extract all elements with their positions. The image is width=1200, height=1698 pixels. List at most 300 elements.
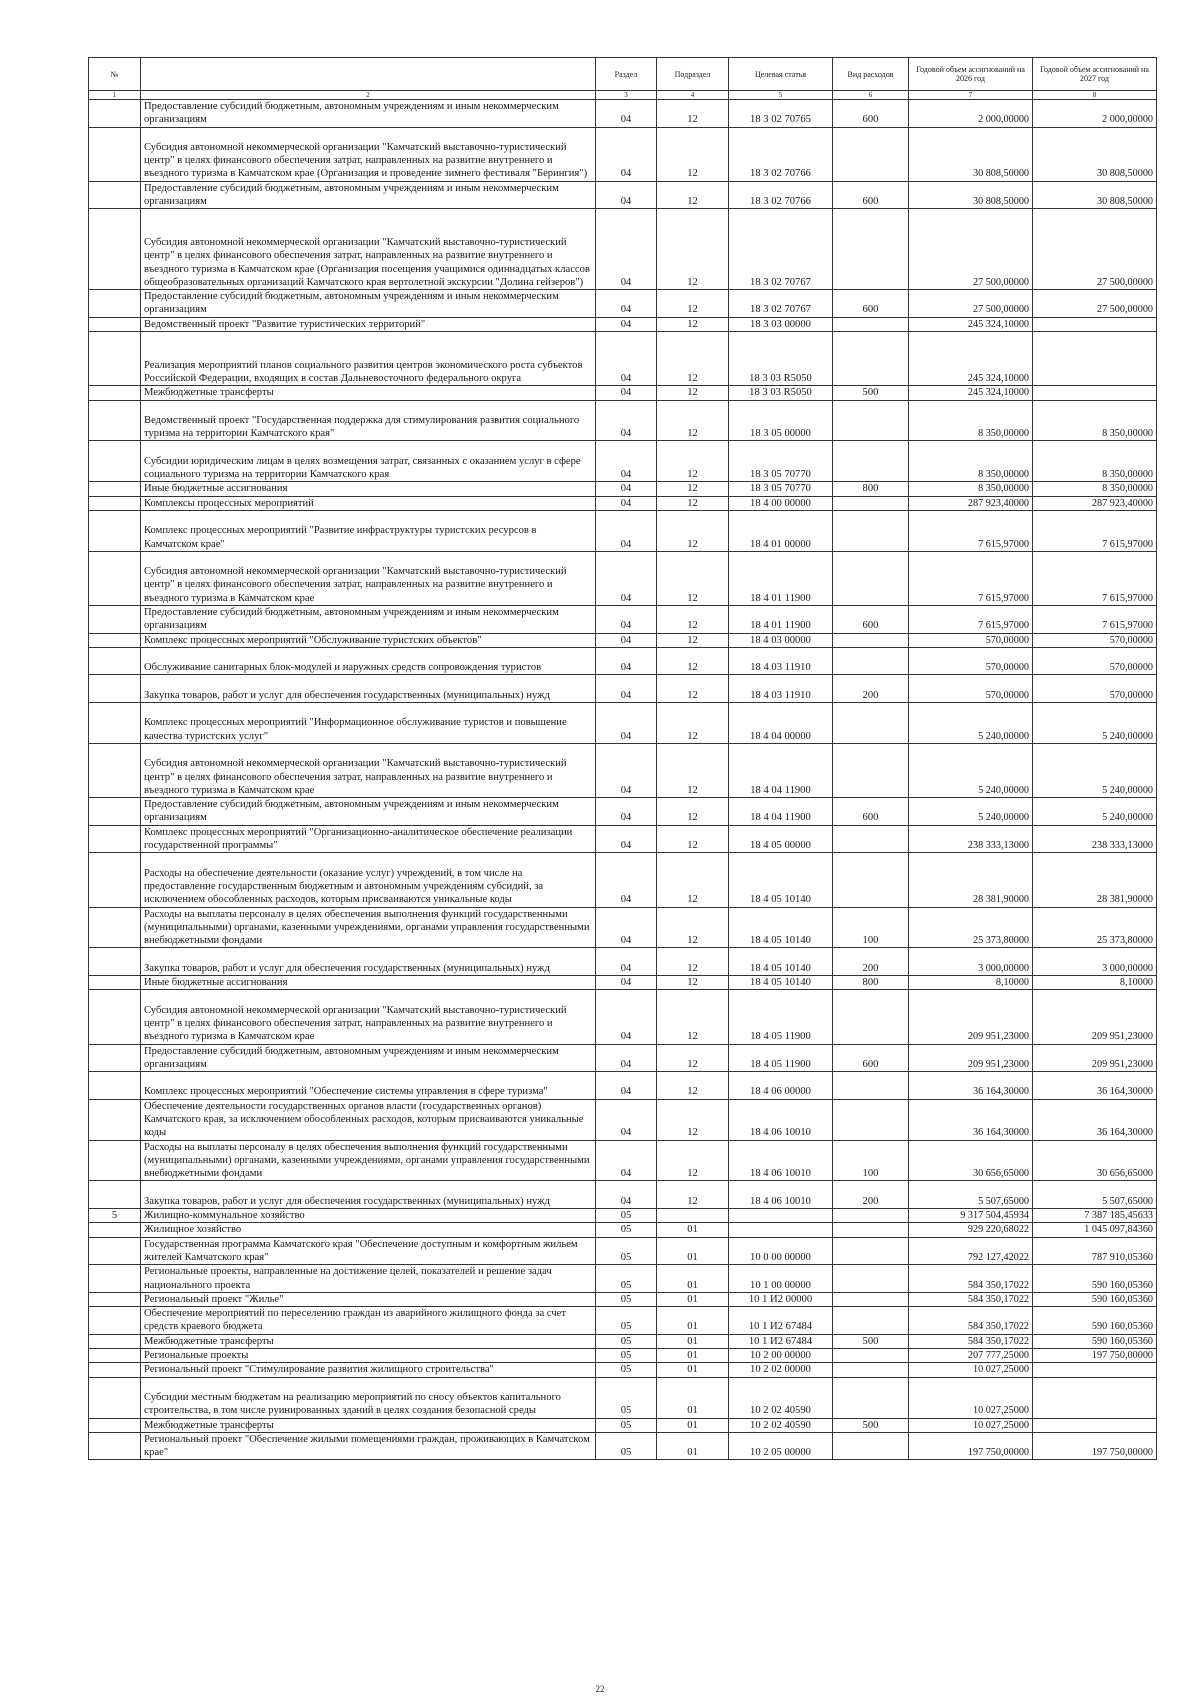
table-row <box>89 100 1157 128</box>
row-amount-2026: 30 808,50000 <box>909 127 1033 181</box>
row-target-article: 18 4 01 11900 <box>729 606 833 634</box>
row-target-article: 18 4 05 10140 <box>729 948 833 976</box>
row-expense-type: 600 <box>833 1044 909 1072</box>
row-amount-2027: 27 500,00000 <box>1033 209 1157 290</box>
row-target-article: 18 4 04 11900 <box>729 798 833 826</box>
row-number <box>89 1307 141 1335</box>
row-expense-type <box>833 1099 909 1140</box>
row-amount-2027: 8 350,00000 <box>1033 400 1157 441</box>
row-target-article: 18 4 05 10140 <box>729 907 833 948</box>
row-razdel: 05 <box>596 1377 657 1418</box>
row-expense-type <box>833 1349 909 1363</box>
row-expense-type <box>833 703 909 744</box>
row-razdel: 05 <box>596 1237 657 1265</box>
row-number <box>89 703 141 744</box>
row-podrazdel: 12 <box>657 510 729 551</box>
row-expense-type: 600 <box>833 290 909 318</box>
row-name: Субсидия автономной некоммерческой организации "Камчатский выставочно-туристический центр" в целях финансового обеспечения затрат, направленных на развитие внутреннего и въездного туризма в Камчатском крае <box>141 990 596 1044</box>
row-expense-type <box>833 317 909 331</box>
row-target-article: 10 1 И2 67484 <box>729 1334 833 1348</box>
row-amount-2026: 245 324,10000 <box>909 332 1033 386</box>
row-amount-2026: 10 027,25000 <box>909 1363 1033 1377</box>
row-number <box>89 400 141 441</box>
row-number <box>89 1237 141 1265</box>
row-amount-2026: 209 951,23000 <box>909 990 1033 1044</box>
row-target-article: 10 2 02 40590 <box>729 1377 833 1418</box>
row-podrazdel: 12 <box>657 209 729 290</box>
row-amount-2027: 7 615,97000 <box>1033 551 1157 605</box>
row-target-article: 18 3 02 70767 <box>729 290 833 318</box>
row-target-article: 10 2 02 00000 <box>729 1363 833 1377</box>
row-name: Жилищное хозяйство <box>141 1223 596 1237</box>
row-razdel: 04 <box>596 510 657 551</box>
row-expense-type <box>833 441 909 482</box>
row-expense-type: 600 <box>833 798 909 826</box>
row-amount-2027: 8,10000 <box>1033 976 1157 990</box>
row-target-article: 18 3 03 00000 <box>729 317 833 331</box>
row-amount-2027: 5 240,00000 <box>1033 703 1157 744</box>
row-number <box>89 1223 141 1237</box>
row-amount-2027: 197 750,00000 <box>1033 1432 1157 1460</box>
table-row <box>89 675 1157 703</box>
row-name: Субсидия автономной некоммерческой организации "Камчатский выставочно-туристический центр" в целях финансового обеспечения затрат, направленных на развитие внутреннего и въездного туризма в Камчатском крае <box>141 551 596 605</box>
row-number <box>89 1292 141 1306</box>
row-amount-2027: 27 500,00000 <box>1033 290 1157 318</box>
row-name: Реализация мероприятий планов социального развития центров экономического роста субъектов Российской Федерации, входящих в состав Дальневосточного федерального округа <box>141 332 596 386</box>
row-expense-type: 500 <box>833 1418 909 1432</box>
row-name: Обеспечение деятельности государственных органов власти (государственных органов) Камчатского края, за исключением обособленных расходов, которым присваиваются уникальные коды <box>141 1099 596 1140</box>
row-podrazdel: 12 <box>657 290 729 318</box>
table-row <box>89 606 1157 634</box>
row-razdel: 05 <box>596 1292 657 1306</box>
table-row <box>89 209 1157 290</box>
row-amount-2026: 36 164,30000 <box>909 1099 1033 1140</box>
row-target-article: 18 4 06 10010 <box>729 1140 833 1181</box>
header-amount-2026: Годовой объем ассигнований на 2026 год <box>909 58 1033 91</box>
row-amount-2027: 36 164,30000 <box>1033 1072 1157 1100</box>
table-row <box>89 1292 1157 1306</box>
row-number <box>89 798 141 826</box>
table-row <box>89 1418 1157 1432</box>
row-podrazdel: 01 <box>657 1292 729 1306</box>
header-index: 7 <box>909 91 1033 100</box>
row-amount-2027: 7 387 185,45633 <box>1033 1209 1157 1223</box>
table-row <box>89 825 1157 853</box>
row-amount-2027: 209 951,23000 <box>1033 1044 1157 1072</box>
row-name: Субсидии юридическим лицам в целях возмещения затрат, связанных с оказанием услуг в сфере социального туризма на территории Камчатского края <box>141 441 596 482</box>
table-row <box>89 400 1157 441</box>
table-row <box>89 1334 1157 1348</box>
row-target-article: 18 4 03 00000 <box>729 633 833 647</box>
row-number <box>89 100 141 128</box>
row-name: Обеспечение мероприятий по переселению граждан из аварийного жилищного фонда за счет средств краевого бюджета <box>141 1307 596 1335</box>
row-expense-type <box>833 510 909 551</box>
header-razdel: Раздел <box>596 58 657 91</box>
table-row <box>89 1349 1157 1363</box>
row-name: Иные бюджетные ассигнования <box>141 976 596 990</box>
row-target-article: 18 4 05 11900 <box>729 990 833 1044</box>
row-amount-2027: 36 164,30000 <box>1033 1099 1157 1140</box>
table-row <box>89 1044 1157 1072</box>
row-podrazdel: 01 <box>657 1349 729 1363</box>
row-razdel: 04 <box>596 386 657 400</box>
row-amount-2027: 7 615,97000 <box>1033 510 1157 551</box>
row-razdel: 05 <box>596 1223 657 1237</box>
row-razdel: 04 <box>596 647 657 675</box>
row-razdel: 04 <box>596 127 657 181</box>
row-amount-2027: 570,00000 <box>1033 647 1157 675</box>
row-name: Предоставление субсидий бюджетным, автономным учреждениям и иным некоммерческим организациям <box>141 606 596 634</box>
row-podrazdel: 01 <box>657 1418 729 1432</box>
row-expense-type: 500 <box>833 386 909 400</box>
row-name: Межбюджетные трансферты <box>141 1418 596 1432</box>
row-razdel: 05 <box>596 1363 657 1377</box>
row-target-article: 10 1 00 00000 <box>729 1265 833 1293</box>
row-number <box>89 743 141 797</box>
row-razdel: 05 <box>596 1265 657 1293</box>
row-number <box>89 1418 141 1432</box>
row-amount-2027: 25 373,80000 <box>1033 907 1157 948</box>
row-target-article: 18 4 06 10010 <box>729 1181 833 1209</box>
row-podrazdel: 12 <box>657 1099 729 1140</box>
row-amount-2026: 8 350,00000 <box>909 400 1033 441</box>
row-number <box>89 675 141 703</box>
row-podrazdel: 12 <box>657 976 729 990</box>
row-razdel: 05 <box>596 1418 657 1432</box>
row-razdel: 05 <box>596 1307 657 1335</box>
row-amount-2027 <box>1033 1377 1157 1418</box>
table-body <box>89 100 1157 1460</box>
row-number <box>89 1140 141 1181</box>
row-number <box>89 332 141 386</box>
row-number <box>89 1377 141 1418</box>
row-expense-type: 800 <box>833 482 909 496</box>
row-amount-2026: 3 000,00000 <box>909 948 1033 976</box>
row-expense-type: 600 <box>833 606 909 634</box>
table-row <box>89 1181 1157 1209</box>
row-amount-2027: 8 350,00000 <box>1033 441 1157 482</box>
row-name: Комплекс процессных мероприятий "Обслуживание туристских объектов" <box>141 633 596 647</box>
row-number <box>89 1072 141 1100</box>
row-razdel: 05 <box>596 1334 657 1348</box>
table-row <box>89 127 1157 181</box>
row-number <box>89 606 141 634</box>
row-amount-2026: 584 350,17022 <box>909 1292 1033 1306</box>
row-expense-type: 800 <box>833 976 909 990</box>
table-row <box>89 633 1157 647</box>
row-expense-type <box>833 127 909 181</box>
table-row <box>89 1363 1157 1377</box>
row-amount-2027: 287 923,40000 <box>1033 496 1157 510</box>
table-row <box>89 703 1157 744</box>
row-expense-type <box>833 1363 909 1377</box>
table-row <box>89 332 1157 386</box>
row-amount-2026: 10 027,25000 <box>909 1377 1033 1418</box>
row-name: Региональные проекты <box>141 1349 596 1363</box>
row-number <box>89 1334 141 1348</box>
row-amount-2026: 30 808,50000 <box>909 181 1033 209</box>
row-podrazdel: 12 <box>657 647 729 675</box>
row-number <box>89 1265 141 1293</box>
row-amount-2026: 792 127,42022 <box>909 1237 1033 1265</box>
table-row <box>89 647 1157 675</box>
row-target-article: 18 3 05 00000 <box>729 400 833 441</box>
row-razdel: 04 <box>596 907 657 948</box>
row-number: 5 <box>89 1209 141 1223</box>
table-row <box>89 510 1157 551</box>
row-razdel: 04 <box>596 853 657 907</box>
row-name: Предоставление субсидий бюджетным, автономным учреждениям и иным некоммерческим организациям <box>141 100 596 128</box>
row-amount-2026: 245 324,10000 <box>909 317 1033 331</box>
row-podrazdel: 12 <box>657 332 729 386</box>
row-number <box>89 386 141 400</box>
row-expense-type: 600 <box>833 181 909 209</box>
row-amount-2026: 5 240,00000 <box>909 743 1033 797</box>
row-expense-type <box>833 1072 909 1100</box>
row-number <box>89 510 141 551</box>
row-number <box>89 181 141 209</box>
page-number: 22 <box>595 1684 605 1694</box>
row-target-article: 18 4 04 00000 <box>729 703 833 744</box>
row-target-article: 18 4 06 10010 <box>729 1099 833 1140</box>
row-target-article: 10 2 05 00000 <box>729 1432 833 1460</box>
row-name: Предоставление субсидий бюджетным, автономным учреждениям и иным некоммерческим организациям <box>141 290 596 318</box>
row-name: Субсидия автономной некоммерческой организации "Камчатский выставочно-туристический центр" в целях финансового обеспечения затрат, направленных на развитие внутреннего и въездного туризма в Камчатском крае <box>141 743 596 797</box>
row-razdel: 04 <box>596 633 657 647</box>
row-amount-2026: 209 951,23000 <box>909 1044 1033 1072</box>
row-amount-2026: 28 381,90000 <box>909 853 1033 907</box>
row-podrazdel: 12 <box>657 990 729 1044</box>
row-amount-2027: 5 240,00000 <box>1033 743 1157 797</box>
row-podrazdel: 12 <box>657 317 729 331</box>
row-razdel: 05 <box>596 1349 657 1363</box>
table-row <box>89 290 1157 318</box>
row-podrazdel: 12 <box>657 907 729 948</box>
row-expense-type <box>833 400 909 441</box>
row-amount-2027: 238 333,13000 <box>1033 825 1157 853</box>
row-amount-2026: 584 350,17022 <box>909 1334 1033 1348</box>
header-index: 5 <box>729 91 833 100</box>
header-target-article: Целевая статья <box>729 58 833 91</box>
header-index: 3 <box>596 91 657 100</box>
row-name: Региональный проект "Жилье" <box>141 1292 596 1306</box>
row-number <box>89 853 141 907</box>
row-target-article: 18 4 00 00000 <box>729 496 833 510</box>
row-razdel: 04 <box>596 798 657 826</box>
row-amount-2027 <box>1033 317 1157 331</box>
row-target-article: 18 4 06 00000 <box>729 1072 833 1100</box>
row-razdel: 04 <box>596 1099 657 1140</box>
budget-page <box>88 57 1156 1460</box>
row-podrazdel: 12 <box>657 400 729 441</box>
table-row <box>89 990 1157 1044</box>
row-target-article <box>729 1209 833 1223</box>
header-index: 8 <box>1033 91 1157 100</box>
row-razdel: 04 <box>596 990 657 1044</box>
row-name: Жилищно-коммунальное хозяйство <box>141 1209 596 1223</box>
row-expense-type <box>833 1432 909 1460</box>
row-amount-2027 <box>1033 1418 1157 1432</box>
row-name: Расходы на выплаты персоналу в целях обеспечения выполнения функций государственными (муниципальными) органами, казенными учреждениями, органами управления государственными внебюджетными фондами <box>141 907 596 948</box>
row-podrazdel: 12 <box>657 948 729 976</box>
row-number <box>89 633 141 647</box>
row-name: Государственная программа Камчатского края "Обеспечение доступным и комфортным жильем жителей Камчатского края" <box>141 1237 596 1265</box>
table-row <box>89 743 1157 797</box>
row-name: Субсидии местным бюджетам на реализацию мероприятий по сносу объектов капитального строительства, в том числе руинированных зданий в целях создания безопасной среды <box>141 1377 596 1418</box>
row-amount-2026: 570,00000 <box>909 675 1033 703</box>
table-row <box>89 853 1157 907</box>
row-number <box>89 907 141 948</box>
table-row <box>89 976 1157 990</box>
table-row <box>89 1223 1157 1237</box>
row-amount-2026: 8,10000 <box>909 976 1033 990</box>
row-name: Ведомственный проект "Развитие туристических территорий" <box>141 317 596 331</box>
row-podrazdel: 01 <box>657 1432 729 1460</box>
row-razdel: 04 <box>596 551 657 605</box>
row-amount-2027: 1 045 097,84360 <box>1033 1223 1157 1237</box>
row-razdel: 04 <box>596 743 657 797</box>
row-amount-2026: 238 333,13000 <box>909 825 1033 853</box>
row-razdel: 04 <box>596 1140 657 1181</box>
row-razdel: 04 <box>596 100 657 128</box>
row-razdel: 04 <box>596 675 657 703</box>
row-expense-type <box>833 496 909 510</box>
row-razdel: 04 <box>596 482 657 496</box>
header-index: 6 <box>833 91 909 100</box>
row-number <box>89 441 141 482</box>
row-amount-2027: 5 507,65000 <box>1033 1181 1157 1209</box>
row-name: Комплекс процессных мероприятий "Обеспечение системы управления в сфере туризма" <box>141 1072 596 1100</box>
row-target-article <box>729 1223 833 1237</box>
row-amount-2027: 28 381,90000 <box>1033 853 1157 907</box>
row-expense-type <box>833 633 909 647</box>
row-name: Предоставление субсидий бюджетным, автономным учреждениям и иным некоммерческим организациям <box>141 181 596 209</box>
table-header <box>89 58 1157 100</box>
row-target-article: 10 2 02 40590 <box>729 1418 833 1432</box>
row-amount-2026: 5 507,65000 <box>909 1181 1033 1209</box>
row-target-article: 18 4 05 10140 <box>729 976 833 990</box>
row-number <box>89 127 141 181</box>
row-name: Региональный проект "Стимулирование развития жилищного строительства" <box>141 1363 596 1377</box>
row-target-article: 18 4 05 10140 <box>729 853 833 907</box>
row-podrazdel: 12 <box>657 853 729 907</box>
row-name: Региональные проекты, направленные на достижение целей, показателей и решение задач национального проекта <box>141 1265 596 1293</box>
row-amount-2026: 570,00000 <box>909 647 1033 675</box>
row-number <box>89 1432 141 1460</box>
row-amount-2026: 8 350,00000 <box>909 482 1033 496</box>
row-amount-2026: 584 350,17022 <box>909 1265 1033 1293</box>
row-expense-type: 200 <box>833 675 909 703</box>
row-podrazdel: 12 <box>657 633 729 647</box>
row-number <box>89 317 141 331</box>
row-expense-type: 200 <box>833 948 909 976</box>
row-amount-2026: 570,00000 <box>909 633 1033 647</box>
row-number <box>89 1044 141 1072</box>
row-podrazdel: 12 <box>657 181 729 209</box>
row-target-article: 18 4 05 11900 <box>729 1044 833 1072</box>
table-row <box>89 1140 1157 1181</box>
row-target-article: 10 2 00 00000 <box>729 1349 833 1363</box>
table-row <box>89 1265 1157 1293</box>
row-amount-2027 <box>1033 386 1157 400</box>
row-amount-2026: 197 750,00000 <box>909 1432 1033 1460</box>
row-amount-2026: 207 777,25000 <box>909 1349 1033 1363</box>
row-amount-2026: 30 656,65000 <box>909 1140 1033 1181</box>
header-index: 1 <box>89 91 141 100</box>
row-podrazdel: 01 <box>657 1223 729 1237</box>
row-razdel: 05 <box>596 1432 657 1460</box>
row-target-article: 10 1 И2 00000 <box>729 1292 833 1306</box>
row-amount-2026: 27 500,00000 <box>909 290 1033 318</box>
row-podrazdel: 01 <box>657 1334 729 1348</box>
row-podrazdel: 01 <box>657 1363 729 1377</box>
table-row <box>89 948 1157 976</box>
row-amount-2026: 7 615,97000 <box>909 551 1033 605</box>
row-podrazdel: 12 <box>657 798 729 826</box>
row-amount-2026: 929 220,68022 <box>909 1223 1033 1237</box>
row-expense-type <box>833 825 909 853</box>
table-row <box>89 1209 1157 1223</box>
row-amount-2026: 245 324,10000 <box>909 386 1033 400</box>
row-razdel: 04 <box>596 496 657 510</box>
row-razdel: 04 <box>596 181 657 209</box>
row-expense-type <box>833 209 909 290</box>
row-podrazdel <box>657 1209 729 1223</box>
row-podrazdel: 01 <box>657 1237 729 1265</box>
row-amount-2027: 590 160,05360 <box>1033 1307 1157 1335</box>
table-row <box>89 482 1157 496</box>
row-expense-type <box>833 1265 909 1293</box>
row-podrazdel: 12 <box>657 825 729 853</box>
row-amount-2027: 30 808,50000 <box>1033 127 1157 181</box>
row-amount-2026: 25 373,80000 <box>909 907 1033 948</box>
row-target-article: 10 1 И2 67484 <box>729 1307 833 1335</box>
table-row <box>89 496 1157 510</box>
row-amount-2027: 197 750,00000 <box>1033 1349 1157 1363</box>
table-row <box>89 551 1157 605</box>
row-razdel: 04 <box>596 400 657 441</box>
row-name: Комплекс процессных мероприятий "Развитие инфраструктуры туристских ресурсов в Камчатском крае" <box>141 510 596 551</box>
row-target-article: 18 4 05 00000 <box>729 825 833 853</box>
row-amount-2026: 7 615,97000 <box>909 510 1033 551</box>
row-number <box>89 482 141 496</box>
row-podrazdel: 12 <box>657 386 729 400</box>
row-name: Закупка товаров, работ и услуг для обеспечения государственных (муниципальных) нужд <box>141 1181 596 1209</box>
row-amount-2027: 590 160,05360 <box>1033 1265 1157 1293</box>
row-expense-type <box>833 1292 909 1306</box>
row-name: Расходы на выплаты персоналу в целях обеспечения выполнения функций государственными (муниципальными) органами, казенными учреждениями, органами управления государственными внебюджетными фондами <box>141 1140 596 1181</box>
row-podrazdel: 12 <box>657 1140 729 1181</box>
row-razdel: 04 <box>596 703 657 744</box>
table-row <box>89 1099 1157 1140</box>
row-number <box>89 647 141 675</box>
row-razdel: 04 <box>596 1044 657 1072</box>
row-number <box>89 1363 141 1377</box>
row-podrazdel: 01 <box>657 1265 729 1293</box>
row-amount-2027: 30 656,65000 <box>1033 1140 1157 1181</box>
row-target-article: 18 4 04 11900 <box>729 743 833 797</box>
row-amount-2027: 8 350,00000 <box>1033 482 1157 496</box>
row-name: Предоставление субсидий бюджетным, автономным учреждениям и иным некоммерческим организациям <box>141 798 596 826</box>
row-target-article: 18 3 05 70770 <box>729 441 833 482</box>
header-index: 4 <box>657 91 729 100</box>
table-row <box>89 181 1157 209</box>
table-row <box>89 798 1157 826</box>
row-target-article: 18 3 02 70765 <box>729 100 833 128</box>
row-amount-2027: 3 000,00000 <box>1033 948 1157 976</box>
row-amount-2026: 287 923,40000 <box>909 496 1033 510</box>
row-name: Комплекс процессных мероприятий "Организационно-аналитическое обеспечение реализации государственной программы" <box>141 825 596 853</box>
